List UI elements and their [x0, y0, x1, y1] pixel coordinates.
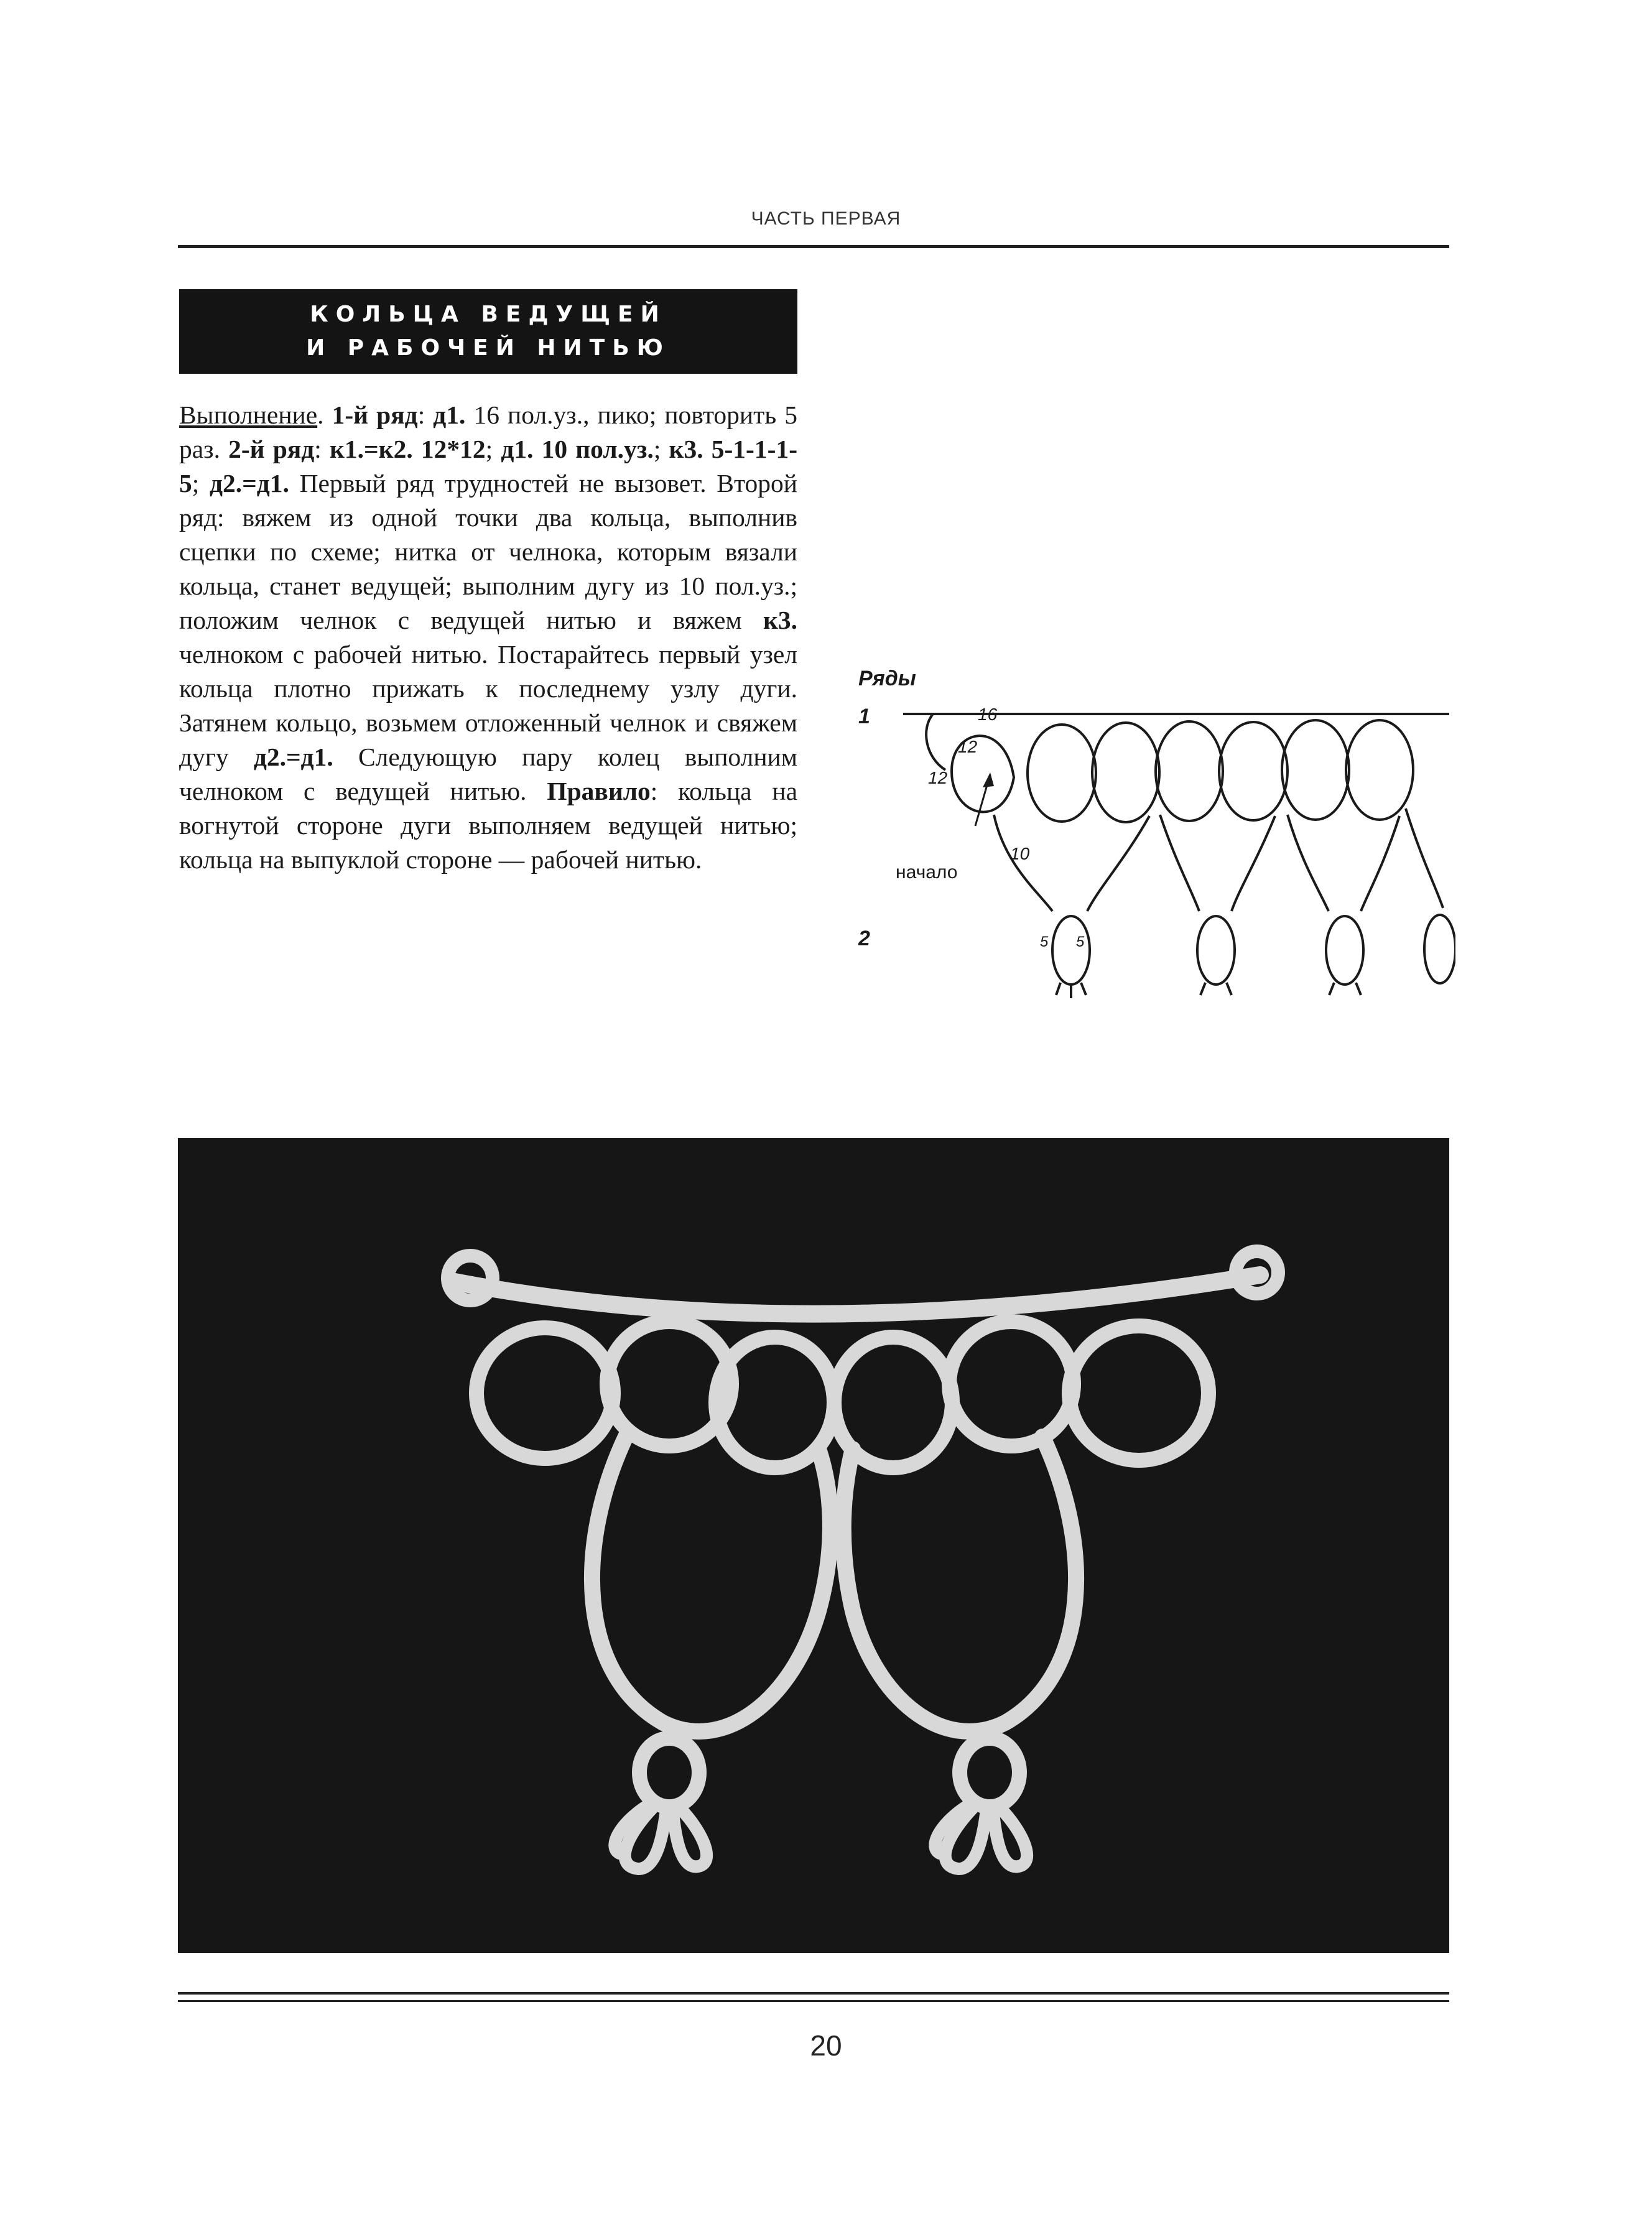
ring-row-1: [1346, 720, 1413, 820]
bottom-rule: [178, 2000, 1449, 2002]
body-fragment: : кольца на вогнутой стороне дуги выполняем ведущей нитью; кольца на выпуклой стороне — рабочей нитью.: [179, 777, 797, 874]
top-rule: [178, 245, 1449, 248]
body-fragment: Правило: [547, 777, 651, 805]
body-fragment: Выполнение: [179, 401, 318, 429]
section-title-line-2: И РАБОЧЕЙ НИТЬЮ: [306, 335, 671, 361]
body-fragment: 2-й ряд: [228, 435, 315, 463]
section-title-line-1: КОЛЬЦА ВЕДУЩЕЙ: [310, 302, 667, 327]
start-label: начало: [896, 862, 958, 883]
count-12-label: 12: [958, 737, 978, 756]
bottom-rule: [178, 1992, 1449, 1995]
ring-row-2: [1052, 916, 1090, 985]
tatting-diagram: [858, 659, 1455, 1014]
running-head: ЧАСТЬ ПЕРВАЯ: [751, 208, 901, 229]
count-10-label: 10: [1010, 844, 1030, 863]
rows-label: Ряды: [858, 667, 916, 690]
body-fragment: к3. 5-1-1-1-5: [179, 435, 798, 498]
body-fragment: ;: [192, 469, 210, 498]
body-fragment: к1.=к2. 12*12: [329, 435, 486, 463]
body-fragment: :: [314, 435, 330, 463]
body-fragment: 16 пол.уз., пико; повторить 5 раз.: [179, 401, 798, 463]
ring-row-1: [1092, 723, 1159, 822]
body-fragment: д1. 10 пол.уз.: [501, 435, 654, 463]
start-arrow-head: [983, 772, 994, 787]
body-fragment: д2.=д1.: [209, 469, 289, 498]
photo-background: [178, 1138, 1449, 1953]
ring-row-2: [1197, 916, 1235, 985]
body-fragment: челноком с рабочей нитью. Постарайтесь первый узел кольца плотно прижать к последнему узлу дуги. Затянем кольцо, возьмем отложенный челнок и свяжем дугу: [179, 640, 797, 771]
chain-arc: [1361, 816, 1399, 911]
lace-photo: [178, 1138, 1449, 1953]
body-fragment: д2.=д1.: [253, 743, 333, 771]
count-5-label: 5: [1040, 934, 1049, 950]
body-text: [179, 398, 797, 877]
chain-arc: [1232, 816, 1275, 911]
body-fragment: ;: [485, 435, 501, 463]
row-2-number: 2: [858, 927, 870, 950]
chain-arc: [1288, 815, 1329, 911]
body-fragment: д1.: [433, 401, 466, 429]
chain-arc: [1160, 815, 1199, 911]
ring-row-1: [1219, 722, 1288, 820]
body-fragment: Следующую пару колец выполним челноком с ведущей нитью.: [179, 743, 797, 805]
chain-arc: [1087, 816, 1149, 911]
ring-row-1: [1156, 721, 1223, 821]
body-fragment: :: [417, 401, 434, 429]
body-fragment: к3.: [763, 606, 797, 634]
body-fragment: Первый ряд трудностей не вызовет. Второй ряд: вяжем из одной точки два кольца, выполнив сцепки по схеме; нитка от челнока, которым вязали кольца, станет ведущей; выполним дугу из 10 пол.уз.; положим челнок с ведущей нитью и вяжем: [179, 469, 798, 634]
body-fragment: 1-й ряд: [332, 401, 418, 429]
chain-arc: [1406, 809, 1443, 908]
picot-lines: [1056, 983, 1361, 998]
section-title: [179, 289, 797, 374]
count-12-label: 12: [928, 768, 948, 787]
page-number: 20: [810, 2029, 842, 2062]
ring-row-1: [1282, 720, 1349, 820]
row-1-number: 1: [858, 705, 870, 728]
body-fragment: ;: [653, 435, 669, 463]
ring-row-2: [1326, 916, 1363, 985]
count-16-label: 16: [978, 705, 998, 724]
body-fragment: .: [317, 401, 332, 429]
first-ring-arc: [926, 714, 945, 770]
count-5-label: 5: [1076, 934, 1085, 950]
ring-row-1: [1028, 725, 1096, 822]
ring-row-2: [1424, 915, 1455, 983]
